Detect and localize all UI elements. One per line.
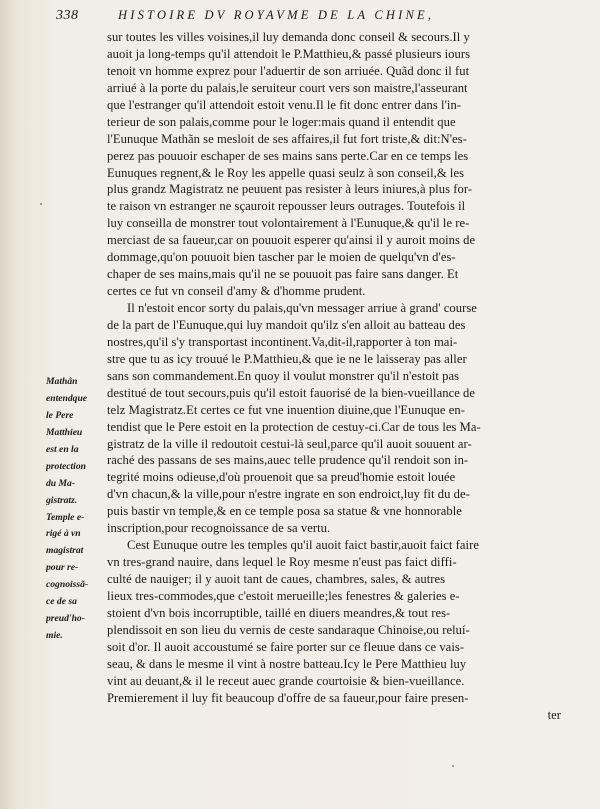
text-line: lieux tres-commodes,que c'estoit merueille;les fenestres & galeries e-: [107, 588, 460, 603]
text-line: tenoit vn homme exprez pour l'aduertir de son arriuée. Quãd donc il fut: [107, 63, 470, 78]
page-number: 338: [56, 8, 79, 23]
text-line: inscription,pour recognoissance de sa vertu.: [107, 521, 331, 536]
text-line: te raison vn estranger ne sçauroit repousser leurs outrages. Toutefois il: [107, 199, 466, 214]
text-line: Eunuques regnent,& le Roy les appelle quasi seulz à son conseil,& les: [107, 165, 465, 180]
ink-speck: [452, 765, 454, 767]
running-title: HISTOIRE DV ROYAVME DE LA CHINE,: [118, 8, 435, 22]
text-line: vint au deuant,& il le receut auec grande courtoisie & bien-vueillance.: [107, 673, 465, 688]
margin-note-line: protection: [46, 460, 86, 472]
text-line: dommage,qu'on pouuoit bien tascher par le moien de quelqu'vn d'es-: [107, 250, 456, 265]
margin-note-line: Temple e-: [46, 511, 85, 523]
text-line: vn tres-grand nauire, dans lequel le Roy mesme n'eust pas faict diffi-: [107, 555, 457, 570]
text-line: nostres,qu'il s'y transportast incontinent.Va,dit-il,rapporter à ton mai-: [107, 334, 458, 349]
text-line: sans son commandement.En quoy il voulut monstrer qu'il n'estoit pas: [107, 368, 460, 383]
margin-note-line: mie.: [46, 630, 63, 642]
text-line: de la part de l'Eunuque,qui luy mandoit qu'ilz s'en alloit au batteau des: [107, 317, 466, 332]
text-line: plus grandz Magistratz ne peuuent pas resister à leurs iniures,à plus for-: [107, 182, 473, 197]
text-line: telz Magistratz.Et certes ce fut vne inuention diuine,que l'Eunuque en-: [107, 402, 465, 417]
text-line: tendist que le Pere estoit en la protection de cestuy-ci.Car de tous les Ma-: [107, 419, 481, 434]
margin-note-line: Mathân: [46, 376, 78, 387]
margin-note-line: ce de sa: [46, 596, 77, 608]
margin-note-line: entendque: [46, 392, 88, 404]
margin-note-line: gistratz.: [46, 494, 78, 506]
text-line: chaper de ses mains,mais qu'il ne se pouuoit pas faire sans danger. Et: [107, 267, 459, 282]
text-line: stoient d'vn bois incorruptible, taillé en diuers meandres,& tout res-: [107, 605, 451, 620]
margin-note-line: le Pere: [46, 409, 74, 421]
text-line: destitué de tout secours,puis qu'il estoit fauorisé de la bien-vueillance de: [107, 385, 476, 400]
margin-note-line: Matthieu: [46, 426, 83, 438]
paragraph-first-line: Il n'estoit encor sorty du palais,qu'vn messager arriue à grand' course: [127, 301, 477, 315]
text-line: d'vn chacun,& la ville,pour n'estre ingrate en son endroict,luy fit du de-: [107, 487, 470, 502]
margin-note-line: est en la: [46, 443, 79, 455]
text-line: gistratz de la ville il redoutoit cestui-là seul,parce qu'il auoit souuent ar-: [107, 436, 472, 451]
text-line: terieur de son palais,comme pour le loger:mais quand il entendit que: [107, 114, 456, 129]
text-line: perez pas pouuoir eschaper de ses mains sans perte.Car en ce temps les: [107, 148, 469, 163]
margin-note-line: rigé à vn: [46, 528, 81, 540]
text-line: Premierement il luy fit beaucoup d'offre de sa faueur,pour faire presen-: [107, 690, 469, 705]
paragraph-first-line: Cest Eunuque outre les temples qu'il auoit faict bastir,auoit faict faire: [127, 538, 479, 553]
text-line: l'Eunuque Mathãn se mesloit de ses affaires,il fut fort triste,& dit:N'es-: [107, 131, 467, 146]
text-line: tegrité moins odieuse,d'où prouenoit que sa preud'homie estoit louée: [107, 470, 456, 485]
text-line: puis bastir vn temple,& en ce temple posa sa statue & vne honnorable: [107, 504, 462, 519]
text-line: que l'estranger qu'il attendoit estoit venu.Il le fit donc entrer dans l'in-: [107, 97, 462, 112]
catchword: ter: [547, 707, 561, 722]
text-line: luy conseilla de monstrer tout volontairement à l'Eunuque,& qu'il le re-: [107, 216, 470, 231]
text-line: stre que tu as icy trouué le P.Matthieu,& que ie ne le laisseray pas aller: [107, 351, 467, 366]
text-line: merciast de sa faueur,car on pouuoit esperer qu'ainsi il y auroit moins de: [107, 233, 476, 248]
text-line: plendissoit en son lieu du vernis de ceste sandaraque Chinoise,ou reluí-: [107, 622, 470, 637]
text-line: seau, & dans le mesme il vint à nostre batteau.Icy le Pere Matthieu luy: [107, 656, 467, 671]
text-line: auoit ja long-temps qu'il attendoit le P.Matthieu,& passé plusieurs iours: [107, 46, 471, 61]
page-header: [56, 8, 586, 28]
text-line: certes ce fut vn conseil d'amy & d'homme prudent.: [107, 284, 366, 299]
ink-speck: [40, 203, 42, 205]
text-line: arriué à la porte du palais,le seruiteur court vers son maistre,l'asseurant: [107, 80, 468, 95]
text-line: soit d'or. Il auoit accoustumé se faire porter sur ce fleuue dans ce vais-: [107, 639, 465, 654]
margin-note-line: pour re-: [46, 562, 79, 574]
margin-note-line: magistrat: [46, 545, 84, 557]
margin-note-line: cognoissã-: [46, 579, 89, 591]
margin-note-line: preud'ho-: [46, 613, 85, 625]
margin-note-line: du Ma-: [46, 477, 76, 489]
text-line: raché des passans de ses mains,auec telle prudence qu'il rendoit son in-: [107, 453, 469, 468]
margin-note: [46, 374, 104, 645]
text-line: sur toutes les villes voisines,il luy demanda donc conseil & secours.Il y: [107, 30, 470, 44]
text-line: culté de nauiger; il y auoit tant de caues, chambres, sales, & autres: [107, 572, 446, 586]
body-text: [107, 29, 577, 723]
